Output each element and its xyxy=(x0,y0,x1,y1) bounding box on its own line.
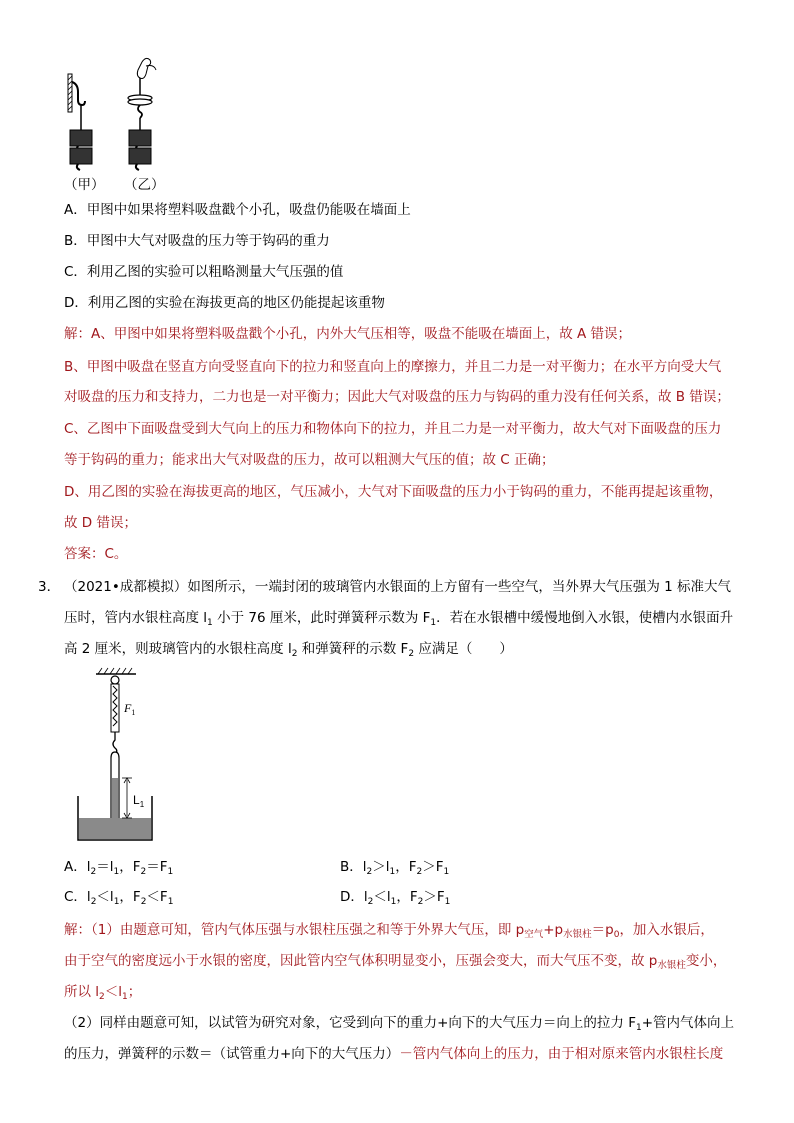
q3-option-b: B．$l_2>l_1$，$F_2>F_1$ xyxy=(340,859,450,877)
q2-solution-line-6: D、用乙图的实验在海拔更高的地区，气压减小，大气对下面吸盘的压力小于钩码的重力，不能再提起该重物， xyxy=(64,484,723,500)
q2-option-b: B．甲图中大气对吸盘的压力等于钩码的重力 xyxy=(64,233,330,249)
q2-option-a: A．甲图中如果将塑料吸盘戳个小孔，吸盘仍能吸在墙面上 xyxy=(64,202,411,218)
q3-solution-line-4: （2）同样由题意可知，以试管为研究对象，它受到向下的重力+向下的大气压力＝向上的拉力 $F_1+$管内气体向上 xyxy=(64,1015,735,1033)
q3-option-c: C．$l_2<l_1$，$F_2<F_1$ xyxy=(64,889,174,907)
q2-solution-line-3: 对吸盘的压力和支持力，二力也是一对平衡力；因此大气对吸盘的压力与钩码的重力没有任何关系，故 B 错误； xyxy=(64,389,730,405)
q3-option-a: A．$l_2=l_1$，$F_2=F_1$ xyxy=(64,859,174,877)
q2-solution-line-2: B、甲图中吸盘在竖直方向受竖直向下的拉力和竖直向上的摩擦力，并且二力是一对平衡力；在水平方向受大气 xyxy=(64,359,722,375)
q3-stem-line-3: 高 2 厘米，则玻璃管内的水银柱高度 $l_2$ 和弹簧秤的示数 $F_2$ 应满足（ ） xyxy=(64,641,513,659)
label-f1: $F_1$ xyxy=(124,701,136,717)
q3-solution-line-3: 所以 $l_2<l_1$； xyxy=(64,984,142,1002)
q3-stem-line-2: 压时，管内水银柱高度 $l_1$ 小于 76 厘米，此时弹簧秤示数为 $F_1$．若在水银槽中缓慢地倒入水银，使槽内水银面升 xyxy=(64,610,734,628)
label-l1: $L_1$ xyxy=(133,793,145,809)
q3-solution-line-5: 的压力，弹簧秤的示数＝（试管重力+向下的大气压力）－管内气体向上的压力，由于相对原来管内水银柱长度 xyxy=(64,1046,724,1062)
q2-option-c: C．利用乙图的实验可以粗略测量大气压强的值 xyxy=(64,264,344,280)
q2-solution-line-7: 故 D 错误； xyxy=(64,515,137,531)
q3-solution-line-2: 由于空气的密度远小于水银的密度，因此管内空气体积明显变小，压强会变大，而大气压不变，故 $p_{水银柱}$变小， xyxy=(64,953,727,971)
figure-label-yi: （乙） xyxy=(124,177,165,193)
q2-solution-line-4: C、乙图中下面吸盘受到大气向上的压力和物体向下的拉力，并且二力是一对平衡力，故大气对下面吸盘的压力 xyxy=(64,421,722,437)
q2-solution-line-5: 等于钩码的重力；能求出大气对吸盘的压力，故可以粗测大气压的值；故 C 正确； xyxy=(64,452,555,468)
q2-solution-line-1: 解：A、甲图中如果将塑料吸盘戳个小孔，内外大气压相等，吸盘不能吸在墙面上，故 A 错误； xyxy=(64,326,632,342)
suction-cup-figure xyxy=(60,52,170,172)
figure-label-jia: （甲） xyxy=(64,177,105,193)
q3-option-d: D．$l_2<l_1$，$F_2>F_1$ xyxy=(340,889,451,907)
q2-answer: 答案：C。 xyxy=(64,546,128,562)
q2-option-d: D．利用乙图的实验在海拔更高的地区仍能提起该重物 xyxy=(64,295,385,311)
q3-stem-line-1: （2021•成都模拟）如图所示，一端封闭的玻璃管内水银面的上方留有一些空气，当外界大气压强为 1 标准大气 xyxy=(64,579,731,595)
q3-number: 3． xyxy=(38,579,61,595)
mercury-tube-figure xyxy=(60,664,170,850)
q3-solution-line-1: 解：（1）由题意可知，管内气体压强与水银柱压强之和等于外界大气压，即 $p_{空气}+p_{水银柱}=p_0$，加入水银后， xyxy=(64,922,714,940)
